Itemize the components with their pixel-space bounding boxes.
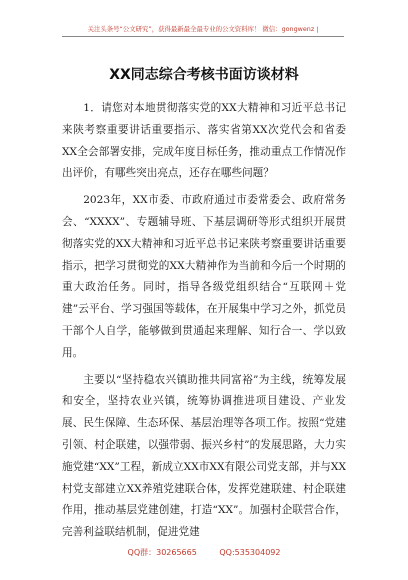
paragraph-study: 2023年，XX市委、市政府通过市委常委会、政府常务会、“XXXX”、专题辅导班、下基层调研等形式组织开展贯彻落实党的XX大精神和习近平总书记来陕考察重要讲话重要指示，把学习贯彻党的XX大精神作为当前和今后一个时期的重大政治任务。同时，指导各级党组织结合“互联网＋党建”云平台、学习强国等载体，在开展集中学习之外，抓党员干部个人自学，能够做到贯通起来理解、知行合一、学以致用。 [62,194,346,359]
paragraph-work: 主要以“坚持稳农兴镇助推共同富裕”为主线，统筹发展和安全，坚持农业兴镇，统筹协调推进项目建设、产业发展、民生保障、生态环保、基层治理等各项工作。按照“党建引领、村企联建，以强带弱、振兴乡村”的发展思路，大力实施党建“XX”工程，新成立XX市XX有限公司党支部，并与XX村党支部建立XX养殖党建联合体，发挥党建联建、村企联建作用，推动基层党建创建，打造“XX”。加强村企联营合作，完善利益联结机制，促进党建 [62,373,346,539]
footer-qq: QQ:535304092 [219,548,281,557]
document-body [62,98,346,549]
document-title: XX同志综合考核书面访谈材料 [109,67,299,83]
footer [0,547,408,558]
footer-qq-group: QQ群：30265665 [127,548,197,557]
paragraph-question: 1．请您对本地贯彻落实党的XX大精神和习近平总书记来陕考察重要讲话重要指示、落实省第XX次党代会和省委XX全会部署安排，完成年度目标任务，推动重点工作情况作出评价，有哪些突出亮点，还存在哪些问题？ [62,102,346,180]
header-banner: 关注头条号“公文研究”，获得最新最全最专业的公文资料库！ 微信：gongwenz | [62,22,344,37]
